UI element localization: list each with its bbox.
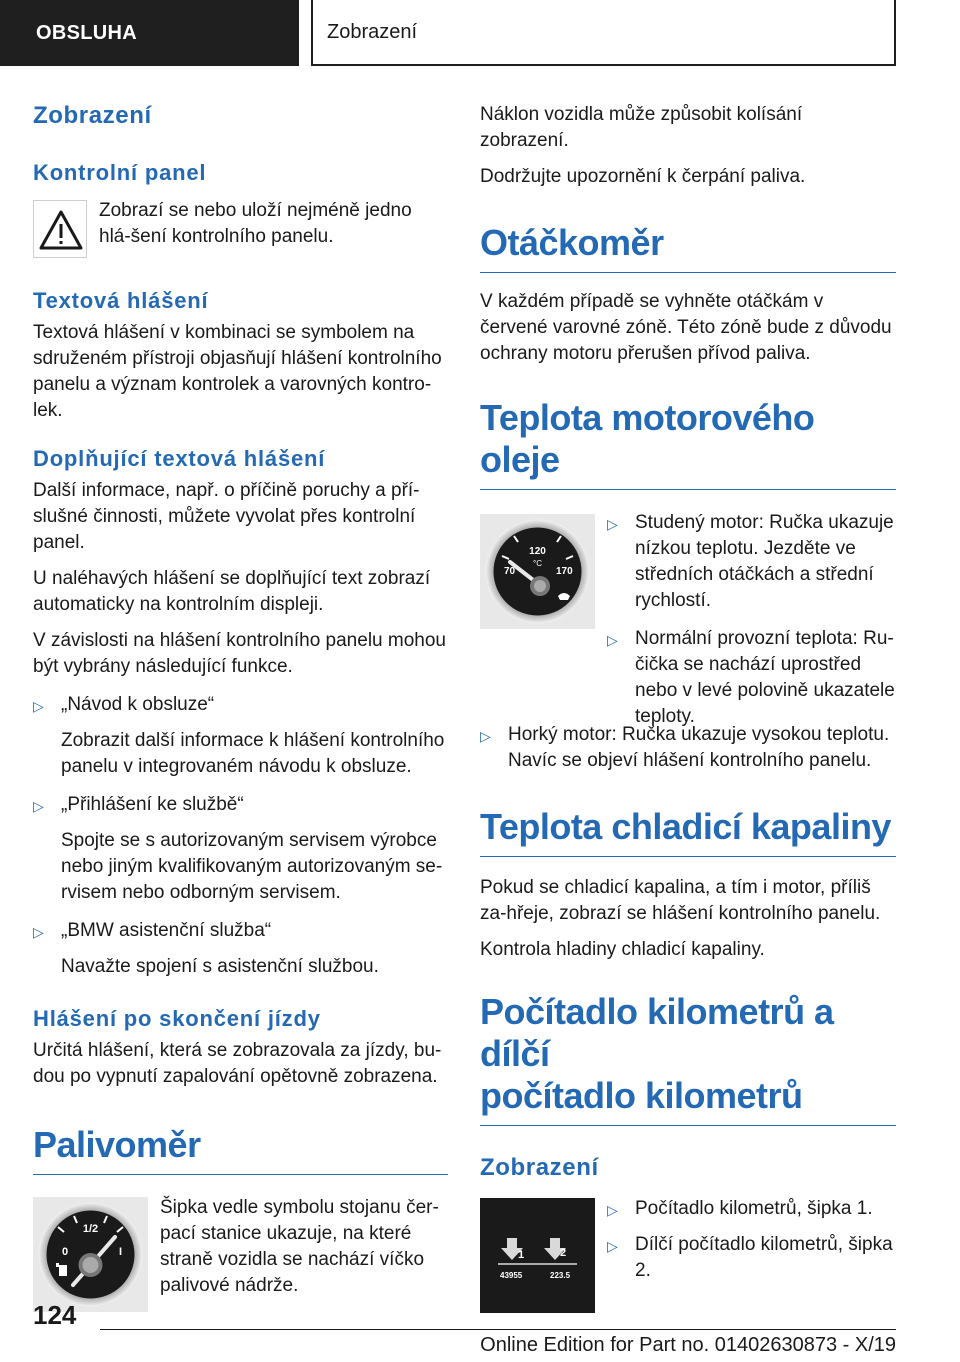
textova-hlaseni-text: Textová hlášení v kombinaci se symbolem na sdruženém přístroji objasňují hlášení kontrolního panelu a význam kontrolek a varovných kontro-lek. — [33, 322, 442, 421]
heading-doplnujici: Doplňující textová hlášení — [33, 446, 326, 471]
left-column — [33, 98, 448, 1335]
page-number: 124 — [33, 1300, 77, 1330]
fuel-gauge-image — [33, 1197, 148, 1312]
warning-block — [33, 198, 448, 260]
odometer-display-image — [480, 1198, 595, 1313]
gauge-label-full: I — [119, 1246, 123, 1258]
kontrolni-panel-text: Zobrazí se nebo uloží nejméně jedno hlá-šení kontrolního panelu. — [99, 200, 412, 247]
header-section-label: OBSLUHA — [0, 0, 299, 66]
heading-textova-hlaseni: Textová hlášení — [33, 288, 209, 313]
triangle-bullet-icon: ▷ — [607, 1238, 618, 1254]
oil-temp-gauge-image — [480, 514, 595, 629]
function-desc: Navažte spojení s asistenční službou. — [61, 956, 379, 977]
page-title: Zobrazení — [33, 102, 152, 129]
heading-po-skonceni-jizdy: Hlášení po skončení jízdy — [33, 1006, 321, 1031]
list-item — [33, 918, 448, 980]
heading-pocitadlo-line1: Počítadlo kilometrů a dílčí — [480, 991, 834, 1074]
olej-list-short — [607, 510, 896, 730]
otackomer-text: V každém případě se vyhněte otáčkám v červené varovné zóně. Této zóně bude z důvodu ochrany motoru přerušen přívod paliva. — [480, 291, 892, 364]
heading-teplota-chladici: Teplota chladicí kapaliny — [480, 806, 896, 857]
page-header — [0, 0, 896, 66]
gauge-label-half: 1/2 — [82, 1223, 99, 1235]
function-desc: Zobrazit další informace k hlášení kontrolního panelu v integrovaném návodu k obsluze. — [61, 730, 445, 777]
doplnujici-p1: Další informace, např. o příčině poruchy a pří-slušné činnosti, můžete vyvolat přes kontrolní panel. — [33, 480, 420, 553]
list-item — [607, 626, 896, 730]
triangle-bullet-icon: ▷ — [607, 516, 618, 532]
gauge-label-unit: °C — [533, 559, 542, 568]
heading-pocitadlo — [480, 991, 896, 1126]
pocitadlo-item-text: Počítadlo kilometrů, šipka 1. — [635, 1198, 873, 1219]
list-item — [33, 692, 448, 780]
oil-item-text: Studený motor: Ručka ukazuje nízkou teplotu. Jezděte ve středních otáčkách a střední rychlostí. — [635, 512, 894, 611]
warning-triangle-icon — [33, 200, 87, 258]
heading-zobrazeni-sub: Zobrazení — [480, 1154, 599, 1181]
function-list — [33, 692, 448, 980]
chladici-p2: Kontrola hladiny chladicí kapaliny. — [480, 939, 765, 960]
pocitadlo-block — [480, 1196, 896, 1316]
oil-item-text: Horký motor: Ručka ukazuje vysokou teplotu. Navíc se objeví hlášení kontrolního panelu. — [508, 724, 890, 771]
arrow-1-label: 1 — [518, 1249, 525, 1261]
footer-divider — [100, 1329, 896, 1330]
heading-teplota-oleje: Teplota motorového oleje — [480, 397, 896, 490]
function-title: „Návod k obsluze“ — [61, 694, 215, 715]
odometer-value: 43955 — [500, 1271, 523, 1280]
function-title: „Přihlášení ke službě“ — [61, 794, 244, 815]
doplnujici-p2: U naléhavých hlášení se doplňující text zobrazí automaticky na kontrolním displeji. — [33, 568, 431, 615]
cerpani-text: Dodržujte upozornění k čerpání paliva. — [480, 166, 806, 187]
triangle-bullet-icon: ▷ — [607, 1202, 618, 1218]
gauge-label-low: 70 — [504, 566, 516, 577]
gauge-label-mid: 120 — [529, 546, 546, 557]
palivomer-block — [33, 1195, 448, 1335]
list-item — [607, 1232, 896, 1284]
triangle-bullet-icon: ▷ — [607, 632, 618, 648]
heading-palivomer: Palivoměr — [33, 1124, 448, 1175]
oil-item-text: Normální provozní teplota: Ru-čička se nachází uprostřed nebo v levé polovině ukazatele teploty. — [635, 628, 895, 727]
list-item — [607, 1196, 896, 1222]
list-item — [607, 510, 896, 614]
chladici-p1: Pokud se chladicí kapalina, a tím i motor, příliš za-hřeje, zobrazí se hlášení kontrolního panelu. — [480, 877, 881, 924]
pocitadlo-item-text: Dílčí počítadlo kilometrů, šipka 2. — [635, 1234, 893, 1281]
gauge-label-empty: 0 — [62, 1246, 69, 1258]
function-title: „BMW asistenční služba“ — [61, 920, 272, 941]
arrow-2-label: 2 — [560, 1247, 567, 1259]
heading-otackomer: Otáčkoměr — [480, 222, 896, 273]
triangle-bullet-icon: ▷ — [33, 698, 44, 714]
naklon-text: Náklon vozidla může způsobit kolísání zobrazení. — [480, 104, 803, 151]
gauge-label-high: 170 — [556, 566, 573, 577]
trip-value: 223.5 — [550, 1271, 571, 1280]
po-skonceni-jizdy-text: Určitá hlášení, která se zobrazovala za jízdy, bu-dou po vypnutí zapalování opětovně zobrazena. — [33, 1040, 442, 1087]
olej-block — [480, 510, 896, 727]
doplnujici-p3: V závislosti na hlášení kontrolního panelu mohou být vybrány následující funkce. — [33, 630, 446, 677]
header-topic-label: Zobrazení — [311, 0, 896, 66]
palivomer-text: Šipka vedle symbolu stojanu čer-pací stanice ukazuje, na které straně vozidla se nachází víčko palivové nádrže. — [160, 1197, 439, 1296]
triangle-bullet-icon: ▷ — [33, 924, 44, 940]
heading-pocitadlo-line2: počítadlo kilometrů — [480, 1075, 803, 1116]
footer-edition: Online Edition for Part no. 01402630873 - X/19 — [480, 1334, 896, 1356]
list-item — [33, 792, 448, 906]
list-item — [480, 722, 896, 774]
right-column — [480, 98, 896, 1316]
heading-kontrolni-panel: Kontrolní panel — [33, 160, 207, 185]
pocitadlo-list — [607, 1196, 896, 1284]
function-desc: Spojte se s autorizovaným servisem výrobce nebo jiným kvalifikovaným autorizovaným se-rvisem nebo odborným servisem. — [61, 830, 443, 903]
triangle-bullet-icon: ▷ — [33, 798, 44, 814]
triangle-bullet-icon: ▷ — [480, 728, 491, 744]
